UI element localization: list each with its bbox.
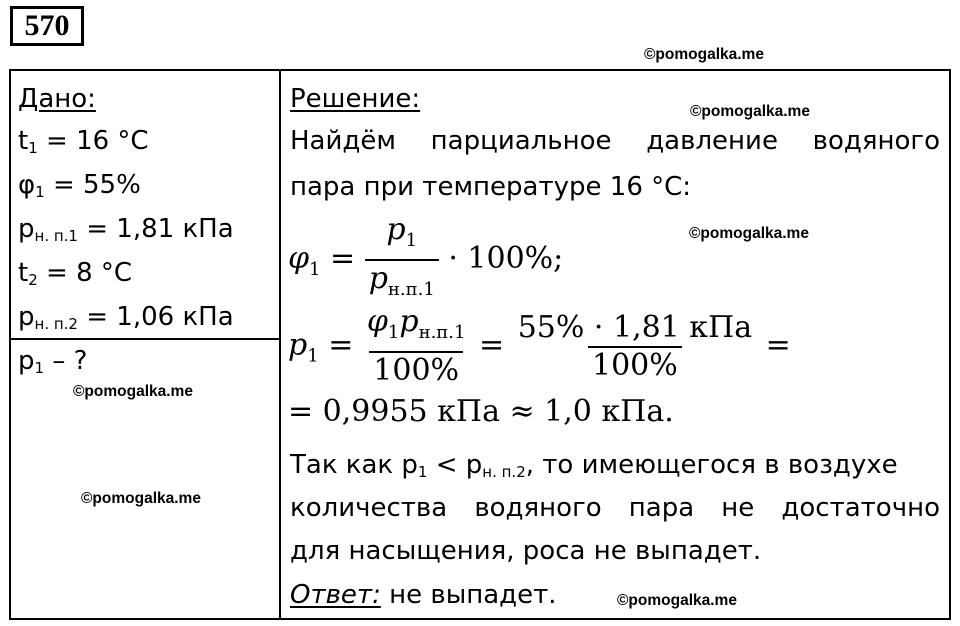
equation-pressure: $p_1$ = $\frac{\varphi_1p_{н.п.1}}{100\%}$ = $\frac{\text{55\% · 1,81 кПа}}{100\%}$ =: [288, 304, 791, 388]
given-item: $\varphi_1 = 55\%$: [18, 170, 141, 201]
conclusion-line: Так как $p_1 < p_{н. п.2}$, то имеющегося в воздухе: [290, 450, 898, 481]
watermark: ©pomogalka.me: [81, 490, 201, 507]
conclusion-line: количества водяного пара не достаточно: [290, 493, 940, 523]
given-heading: Дано:: [18, 84, 96, 114]
fraction: $\frac{p_1}{p_{н.п.1}}$: [365, 212, 439, 308]
answer-line: [290, 580, 557, 610]
solution-intro-line: пара при температуре 16 °C:: [290, 172, 692, 202]
answer-text: не выпадет.: [380, 580, 557, 610]
find-item: $p_1$ – ?: [18, 346, 88, 377]
watermark: ©pomogalka.me: [617, 592, 737, 609]
watermark: ©pomogalka.me: [644, 46, 764, 63]
conclusion-line: для насыщения, роса не выпадет.: [290, 536, 762, 566]
watermark: ©pomogalka.me: [73, 383, 193, 400]
equation-humidity: $\varphi_1$ = $\frac{p_1}{p_{н.п.1}}$ · 100%;: [288, 212, 563, 308]
column-divider: [279, 69, 281, 620]
given-item: $p_{н. п.2} = 1,06$ кПа: [18, 302, 234, 333]
watermark: ©pomogalka.me: [690, 103, 810, 120]
answer-label: Ответ:: [290, 580, 381, 610]
given-item: $p_{н. п.1} = 1,81$ кПа: [18, 214, 234, 245]
fraction: $\frac{\text{55\% · 1,81 кПа}}{100\%}$: [517, 309, 753, 383]
solution-intro-line: Найдём парциальное давление водяного: [290, 126, 940, 156]
fraction: $\frac{\varphi_1p_{н.п.1}}{100\%}$: [366, 304, 466, 388]
solution-heading: Решение:: [290, 84, 421, 114]
given-item: $t_1 = 16$ °C: [18, 126, 149, 157]
given-item: $t_2 = 8$ °C: [18, 258, 133, 289]
problem-number: 570: [10, 6, 84, 46]
watermark: ©pomogalka.me: [689, 225, 809, 242]
equation-result: = 0,9955 кПа ≈ 1,0 кПа.: [288, 394, 674, 429]
